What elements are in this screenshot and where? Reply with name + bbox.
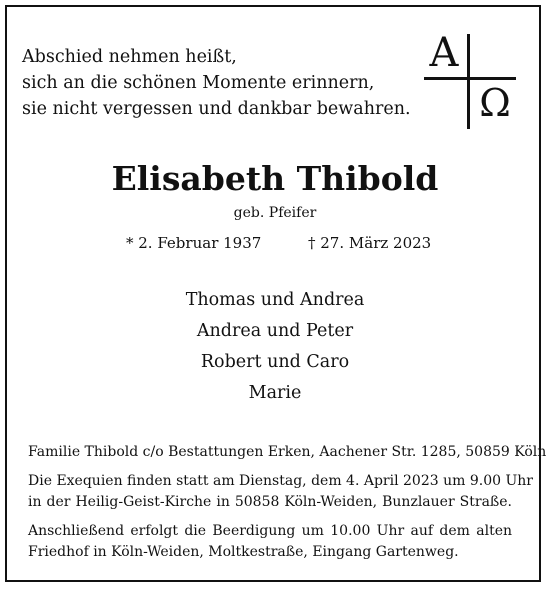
alpha-omega-cross-icon <box>422 32 518 130</box>
burial-line: Friedhof in Köln-Weiden, Moltkestraße, Eingang Gartenweg. <box>28 544 459 560</box>
cross-vertical-bar <box>467 34 470 129</box>
quote-line: sich an die schönen Momente erinnern, <box>22 73 375 93</box>
mourners-list <box>0 285 550 409</box>
quote-line: Abschied nehmen heißt, <box>22 47 237 67</box>
farewell-quote <box>22 44 422 122</box>
alpha-letter: A <box>429 30 459 76</box>
deceased-name: Elisabeth Thibold <box>111 159 439 198</box>
birth-date: * 2. Februar 1937 <box>126 234 262 252</box>
burial-info <box>28 521 512 563</box>
family-address <box>28 442 547 463</box>
mourner-entry: Marie <box>248 383 302 403</box>
mourner-entry: Robert und Caro <box>200 352 350 372</box>
mourner-entry: Andrea und Peter <box>196 321 354 341</box>
life-dates <box>126 232 432 254</box>
quote-line: sie nicht vergessen und dankbar bewahren. <box>22 99 411 119</box>
exequien-info <box>28 471 533 513</box>
burial-line: Anschließend erfolgt die Beerdigung um 10.00 Uhr auf dem alten <box>28 523 512 539</box>
family-address-line: Familie Thibold c/o Bestattungen Erken, Aachener Str. 1285, 50859 Köln <box>28 444 547 460</box>
mourner-entry: Thomas und Andrea <box>185 290 365 310</box>
exequien-line: in der Heilig-Geist-Kirche in 50858 Köln-Weiden, Bunzlauer Straße. <box>28 494 512 510</box>
birth-name: geb. Pfeifer <box>233 205 317 221</box>
omega-letter: Ω <box>479 81 511 125</box>
death-date: † 27. März 2023 <box>308 234 432 252</box>
exequien-line: Die Exequien finden statt am Dienstag, dem 4. April 2023 um 9.00 Uhr <box>28 473 533 489</box>
